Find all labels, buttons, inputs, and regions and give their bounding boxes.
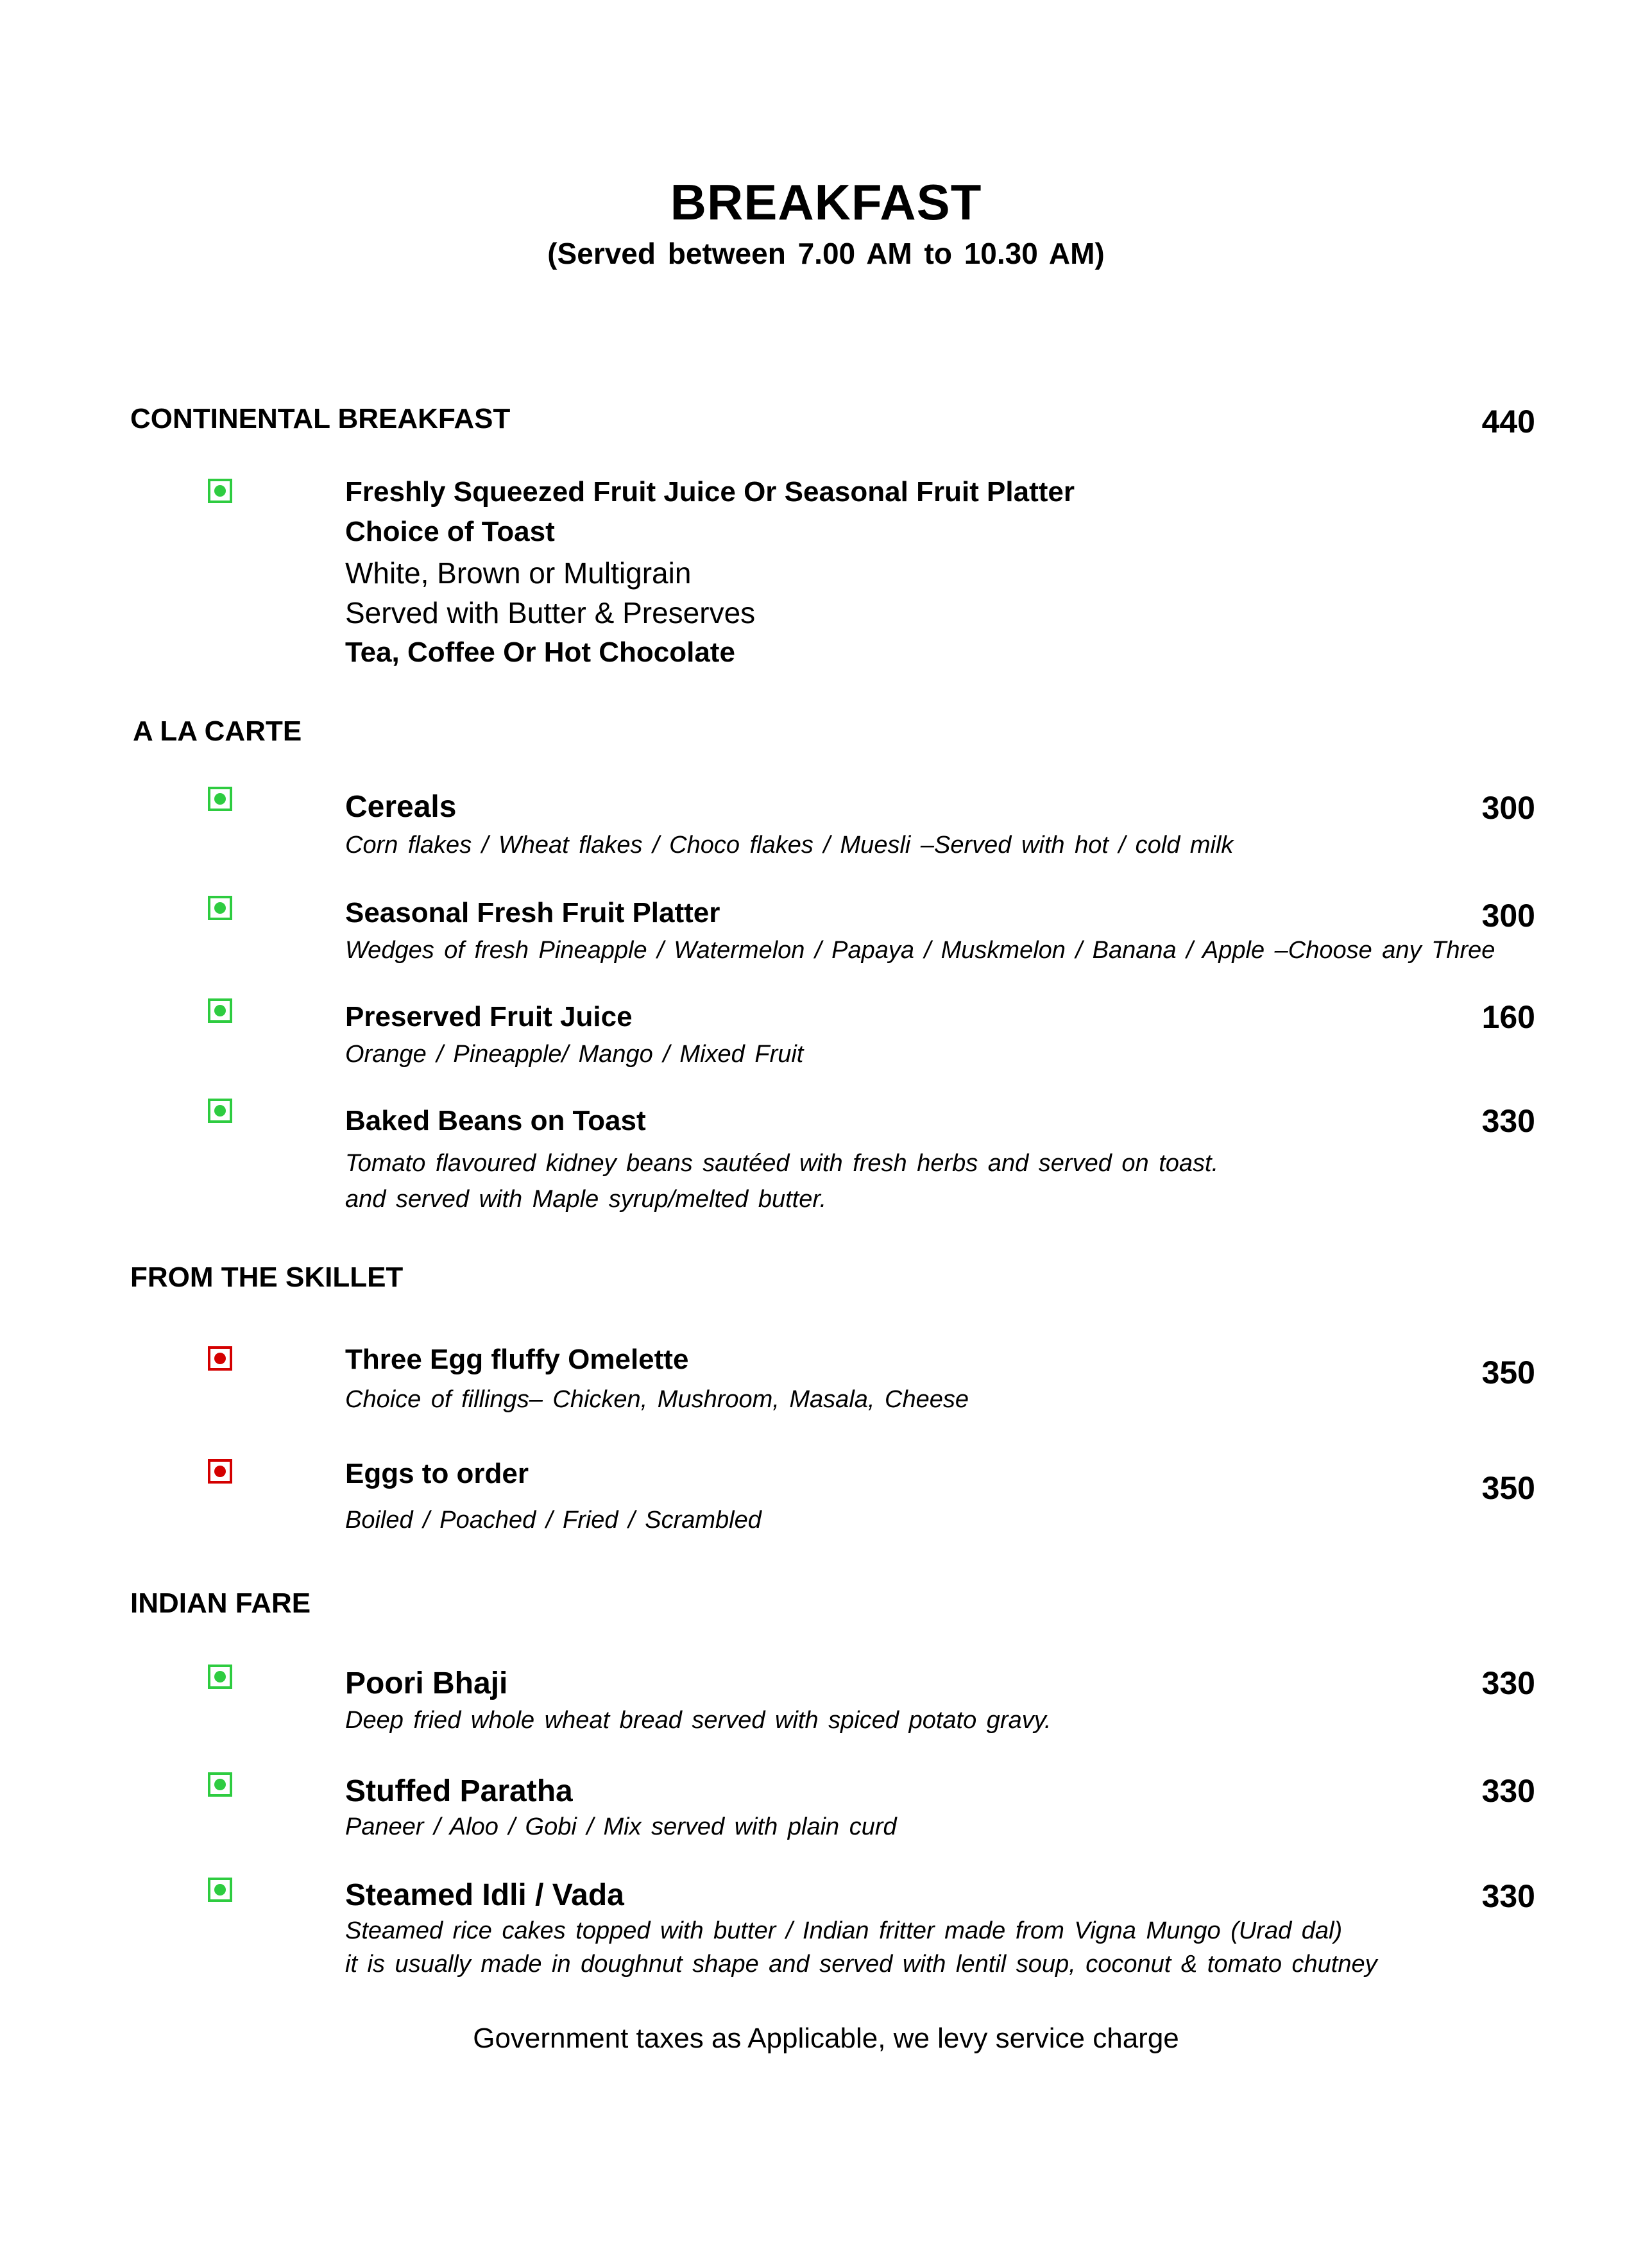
- veg-mark-icon: [208, 896, 232, 920]
- price-continental: 440: [1481, 404, 1535, 440]
- menu-item-price: 350: [1481, 1355, 1535, 1391]
- serving-hours: (Served between 7.00 AM to 10.30 AM): [547, 237, 1105, 270]
- menu-item-desc: Deep fried whole wheat bread served with spiced potato gravy.: [345, 1707, 1052, 1734]
- menu-item-desc: it is usually made in doughnut shape and served with lentil soup, coconut & tomato chutney: [345, 1951, 1377, 1978]
- menu-item-name: Poori Bhaji: [345, 1666, 508, 1700]
- continental-line: Tea, Coffee Or Hot Chocolate: [345, 637, 735, 668]
- veg-mark-icon: [208, 998, 232, 1023]
- menu-item-price: 350: [1481, 1470, 1535, 1506]
- menu-item-price: 160: [1481, 999, 1535, 1035]
- menu-item-desc: Steamed rice cakes topped with butter / Indian fritter made from Vigna Mungo (Urad dal): [345, 1917, 1343, 1944]
- menu-item-desc: Boiled / Poached / Fried / Scrambled: [345, 1507, 762, 1534]
- section-heading-skillet: FROM THE SKILLET: [130, 1262, 404, 1293]
- continental-line: White, Brown or Multigrain: [345, 556, 692, 590]
- veg-mark-icon: [208, 1665, 232, 1689]
- menu-item-name: Steamed Idli / Vada: [345, 1878, 624, 1912]
- veg-mark-icon: [208, 1772, 232, 1797]
- section-heading-a-la-carte: A LA CARTE: [133, 715, 302, 747]
- menu-item-desc: Orange / Pineapple/ Mango / Mixed Fruit: [345, 1041, 804, 1068]
- menu-item-name: Eggs to order: [345, 1458, 529, 1489]
- menu-item-name: Cereals: [345, 790, 457, 824]
- menu-item-price: 300: [1481, 790, 1535, 826]
- menu-item-price: 330: [1481, 1103, 1535, 1139]
- menu-item-price: 330: [1481, 1878, 1535, 1914]
- menu-item-name: Seasonal Fresh Fruit Platter: [345, 897, 720, 929]
- nonveg-mark-icon: [208, 1459, 232, 1484]
- veg-mark-icon: [208, 1878, 232, 1902]
- continental-line: Choice of Toast: [345, 516, 555, 547]
- section-heading-indian: INDIAN FARE: [130, 1588, 311, 1619]
- menu-item-desc: Paneer / Aloo / Gobi / Mix served with plain curd: [345, 1813, 897, 1840]
- tax-note: Government taxes as Applicable, we levy service charge: [473, 2023, 1179, 2054]
- menu-item-desc: Wedges of fresh Pineapple / Watermelon / Papaya / Muskmelon / Banana / Apple –Choose any Three: [345, 937, 1495, 964]
- continental-line: Freshly Squeezed Fruit Juice Or Seasonal Fruit Platter: [345, 476, 1075, 508]
- menu-item-name: Baked Beans on Toast: [345, 1105, 646, 1136]
- menu-item-price: 300: [1481, 898, 1535, 934]
- menu-item-name: Three Egg fluffy Omelette: [345, 1344, 689, 1375]
- menu-item-price: 330: [1481, 1665, 1535, 1701]
- veg-mark-icon: [208, 1099, 232, 1123]
- continental-line: Served with Butter & Preserves: [345, 596, 756, 629]
- menu-item-desc: and served with Maple syrup/melted butter.: [345, 1186, 827, 1213]
- menu-item-desc: Corn flakes / Wheat flakes / Choco flakes / Muesli –Served with hot / cold milk: [345, 832, 1234, 859]
- page-title: BREAKFAST: [670, 174, 982, 230]
- nonveg-mark-icon: [208, 1346, 232, 1371]
- menu-item-desc: Choice of fillings– Chicken, Mushroom, Masala, Cheese: [345, 1386, 969, 1413]
- menu-item-name: Stuffed Paratha: [345, 1774, 573, 1808]
- veg-mark-icon: [208, 479, 232, 503]
- menu-item-name: Preserved Fruit Juice: [345, 1001, 633, 1032]
- section-heading-continental: CONTINENTAL BREAKFAST: [130, 403, 511, 434]
- menu-item-desc: Tomato flavoured kidney beans sautéed with fresh herbs and served on toast.: [345, 1150, 1219, 1177]
- menu-item-price: 330: [1481, 1773, 1535, 1809]
- veg-mark-icon: [208, 787, 232, 811]
